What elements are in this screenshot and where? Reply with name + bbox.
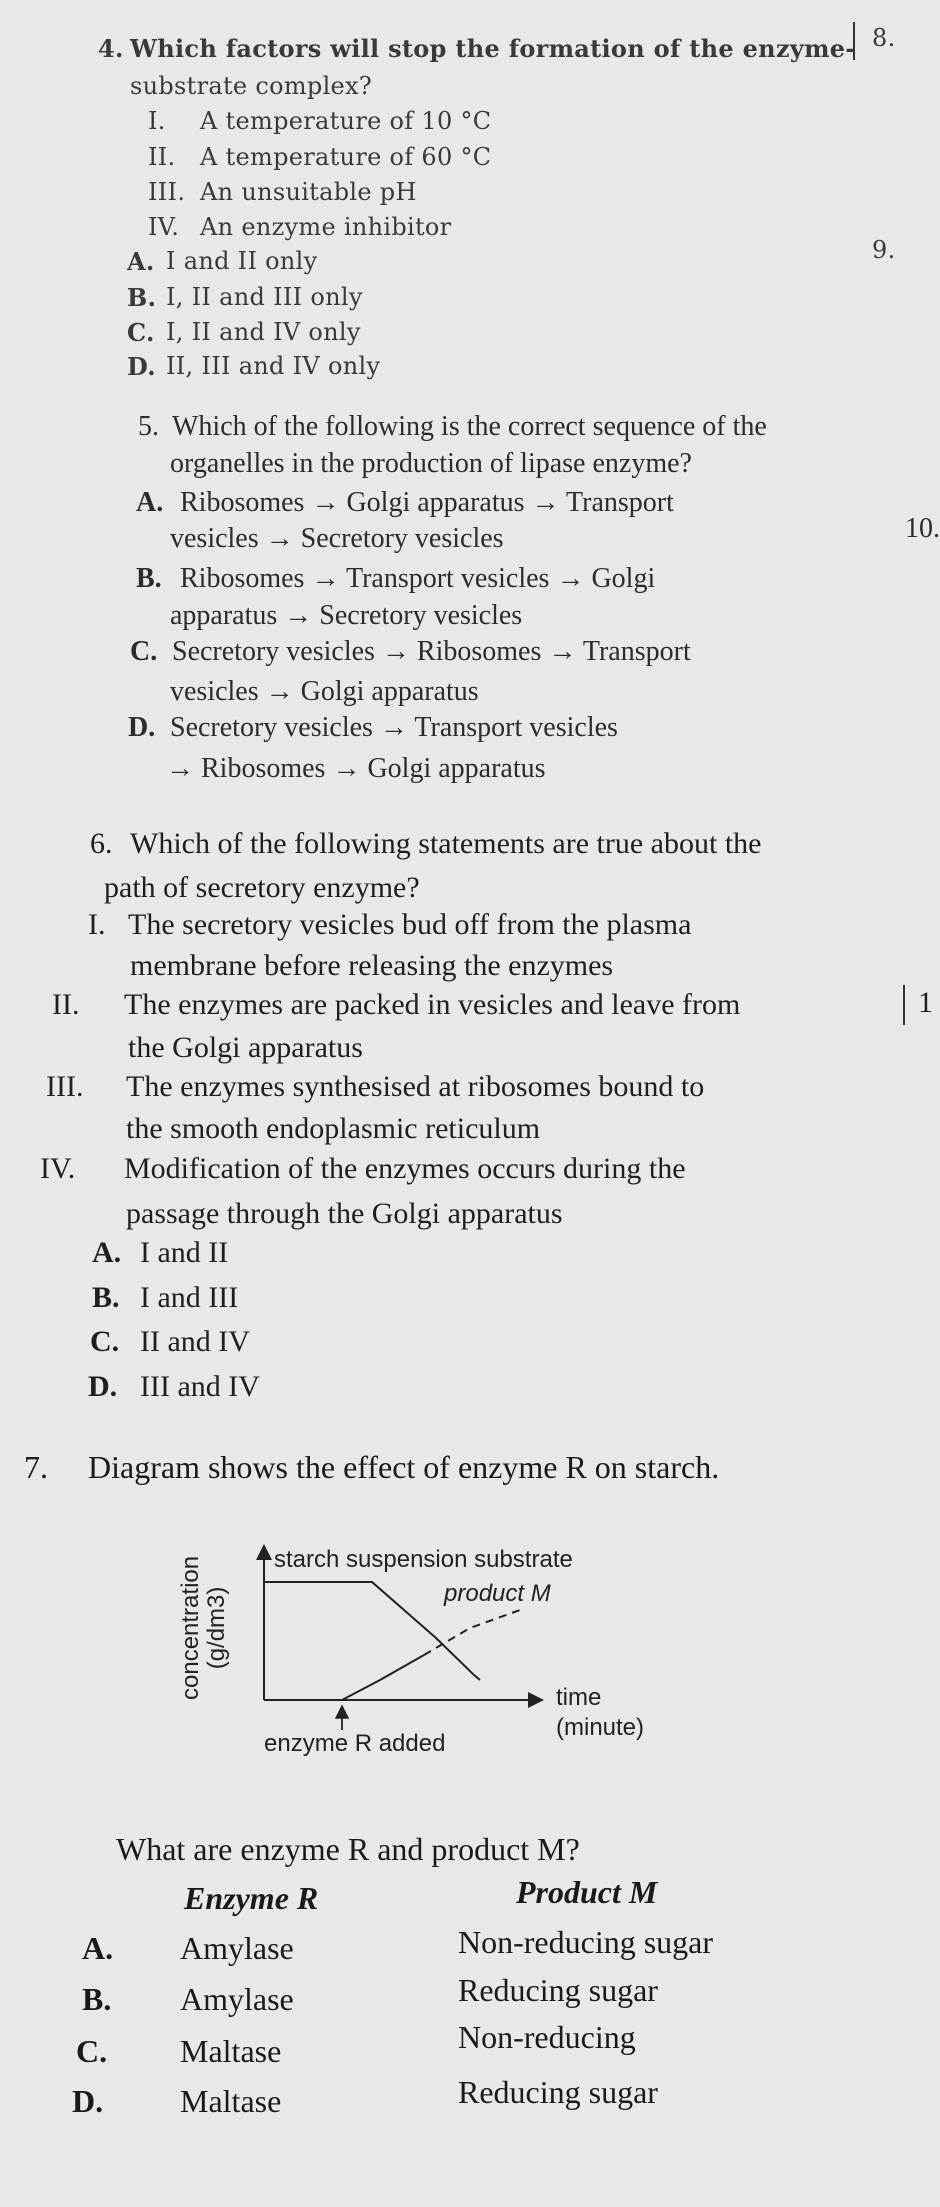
item-line-1: The enzymes synthesised at ribosomes bound to — [126, 1070, 705, 1103]
question-9-number: 9. — [872, 236, 896, 264]
option-letter: C. — [90, 1325, 120, 1358]
option-line-2: → Ribosomes → Golgi apparatus — [166, 753, 546, 784]
column-header-product: Product M — [516, 1874, 658, 1910]
option-letter: B. — [82, 1981, 112, 2017]
product-m-label: product M — [444, 1580, 551, 1607]
question-stem-line-2: organelles in the production of lipase enzyme? — [170, 448, 692, 479]
option-letter: A. — [92, 1236, 122, 1269]
item-line-1: The secretory vesicles bud off from the plasma — [128, 908, 692, 941]
item-number: I. — [148, 107, 166, 135]
item-number: II. — [148, 143, 176, 171]
option-line-1: Secretory vesicles → Transport vesicles — [170, 712, 618, 743]
option-letter: D. — [72, 2083, 104, 2119]
item-number: II. — [52, 988, 80, 1021]
option-letter: D. — [127, 352, 156, 381]
question-stem-line-2: path of secretory enzyme? — [104, 871, 420, 904]
item-number: III. — [46, 1070, 84, 1103]
question-stem-line-1: Which factors will stop the formation of the enzyme- — [130, 34, 856, 63]
option-text: II, III and IV only — [166, 352, 381, 380]
option-text: I and II — [140, 1236, 229, 1269]
option-letter: A. — [136, 487, 164, 518]
question-number: 7. — [24, 1449, 48, 1485]
product-m-curve-solid — [264, 1655, 424, 1700]
option-enzyme: Maltase — [180, 2083, 282, 2119]
item-text: A temperature of 60 °C — [200, 143, 492, 171]
sub-question: What are enzyme R and product M? — [116, 1831, 580, 1867]
x-axis-label-unit: (minute) — [556, 1714, 645, 1741]
option-letter: D. — [88, 1370, 118, 1403]
item-line-2: membrane before releasing the enzymes — [130, 949, 614, 982]
option-text: II and IV — [140, 1325, 250, 1358]
item-number: I. — [88, 908, 106, 941]
item-text: A temperature of 10 °C — [200, 107, 492, 135]
y-axis-label-line-2: (g/dm3) — [203, 1586, 230, 1670]
option-enzyme: Amylase — [180, 1930, 294, 1966]
option-text: I, II and III only — [166, 283, 363, 311]
option-letter: B. — [127, 283, 157, 312]
y-axis-label — [178, 1556, 230, 1700]
question-number: 4. — [98, 34, 124, 63]
question-11-fragment: 1 — [918, 986, 933, 1019]
option-line-2: vesicles → Golgi apparatus — [170, 676, 479, 707]
option-letter: C. — [127, 318, 155, 347]
option-letter: C. — [76, 2033, 108, 2069]
product-m-curve-dashed — [424, 1610, 520, 1655]
column-divider-mid — [903, 985, 905, 1025]
item-line-2: the smooth endoplasmic reticulum — [126, 1112, 541, 1145]
option-product: Non-reducing — [458, 2019, 636, 2055]
y-axis-label-line-1: concentration — [177, 1555, 204, 1700]
option-text: I, II and IV only — [166, 318, 361, 346]
option-text: I and III — [140, 1281, 239, 1314]
option-product: Reducing sugar — [458, 1972, 658, 2008]
item-text: An unsuitable pH — [200, 178, 417, 206]
option-text: I and II only — [166, 247, 318, 275]
question-stem-line-1: Which of the following statements are true about the — [130, 827, 762, 860]
item-line-1: The enzymes are packed in vesicles and leave from — [124, 988, 741, 1021]
question-8-number: 8. — [872, 24, 896, 52]
option-letter: A. — [82, 1930, 114, 1966]
starch-curve-label: starch suspension substrate — [274, 1546, 573, 1573]
item-line-2: the Golgi apparatus — [128, 1031, 363, 1064]
enzyme-added-label: enzyme R added — [264, 1730, 446, 1757]
option-product: Non-reducing sugar — [458, 1924, 714, 1960]
item-number: III. — [148, 178, 186, 206]
option-text: III and IV — [140, 1370, 260, 1403]
option-enzyme: Maltase — [180, 2033, 282, 2069]
option-line-1: Secretory vesicles → Ribosomes → Transport — [172, 636, 691, 667]
question-stem-line-1: Which of the following is the correct sequence of the — [172, 411, 767, 442]
question-stem-line-2: substrate complex? — [130, 72, 373, 100]
option-line-1: Ribosomes → Transport vesicles → Golgi — [180, 563, 656, 594]
option-line-1: Ribosomes → Golgi apparatus → Transport — [180, 487, 674, 518]
question-number: 6. — [90, 827, 113, 860]
item-text: An enzyme inhibitor — [200, 213, 452, 241]
option-letter: B. — [136, 563, 162, 594]
option-product: Reducing sugar — [458, 2074, 658, 2110]
option-line-2: vesicles → Secretory vesicles — [170, 523, 504, 554]
question-number: 5. — [138, 411, 159, 442]
item-number: IV. — [148, 213, 180, 241]
column-header-enzyme: Enzyme R — [184, 1880, 319, 1916]
option-letter: A. — [127, 247, 155, 276]
option-line-2: apparatus → Secretory vesicles — [170, 600, 523, 631]
option-letter: B. — [92, 1281, 120, 1314]
item-line-1: Modification of the enzymes occurs during the — [124, 1152, 686, 1185]
question-stem: Diagram shows the effect of enzyme R on starch. — [88, 1449, 720, 1485]
item-line-2: passage through the Golgi apparatus — [126, 1197, 563, 1230]
option-enzyme: Amylase — [180, 1981, 294, 2017]
option-letter: C. — [130, 636, 158, 667]
question-10-number: 10. — [905, 513, 940, 544]
item-number: IV. — [40, 1152, 76, 1185]
option-letter: D. — [128, 712, 156, 743]
x-axis-label-time: time — [556, 1684, 602, 1711]
